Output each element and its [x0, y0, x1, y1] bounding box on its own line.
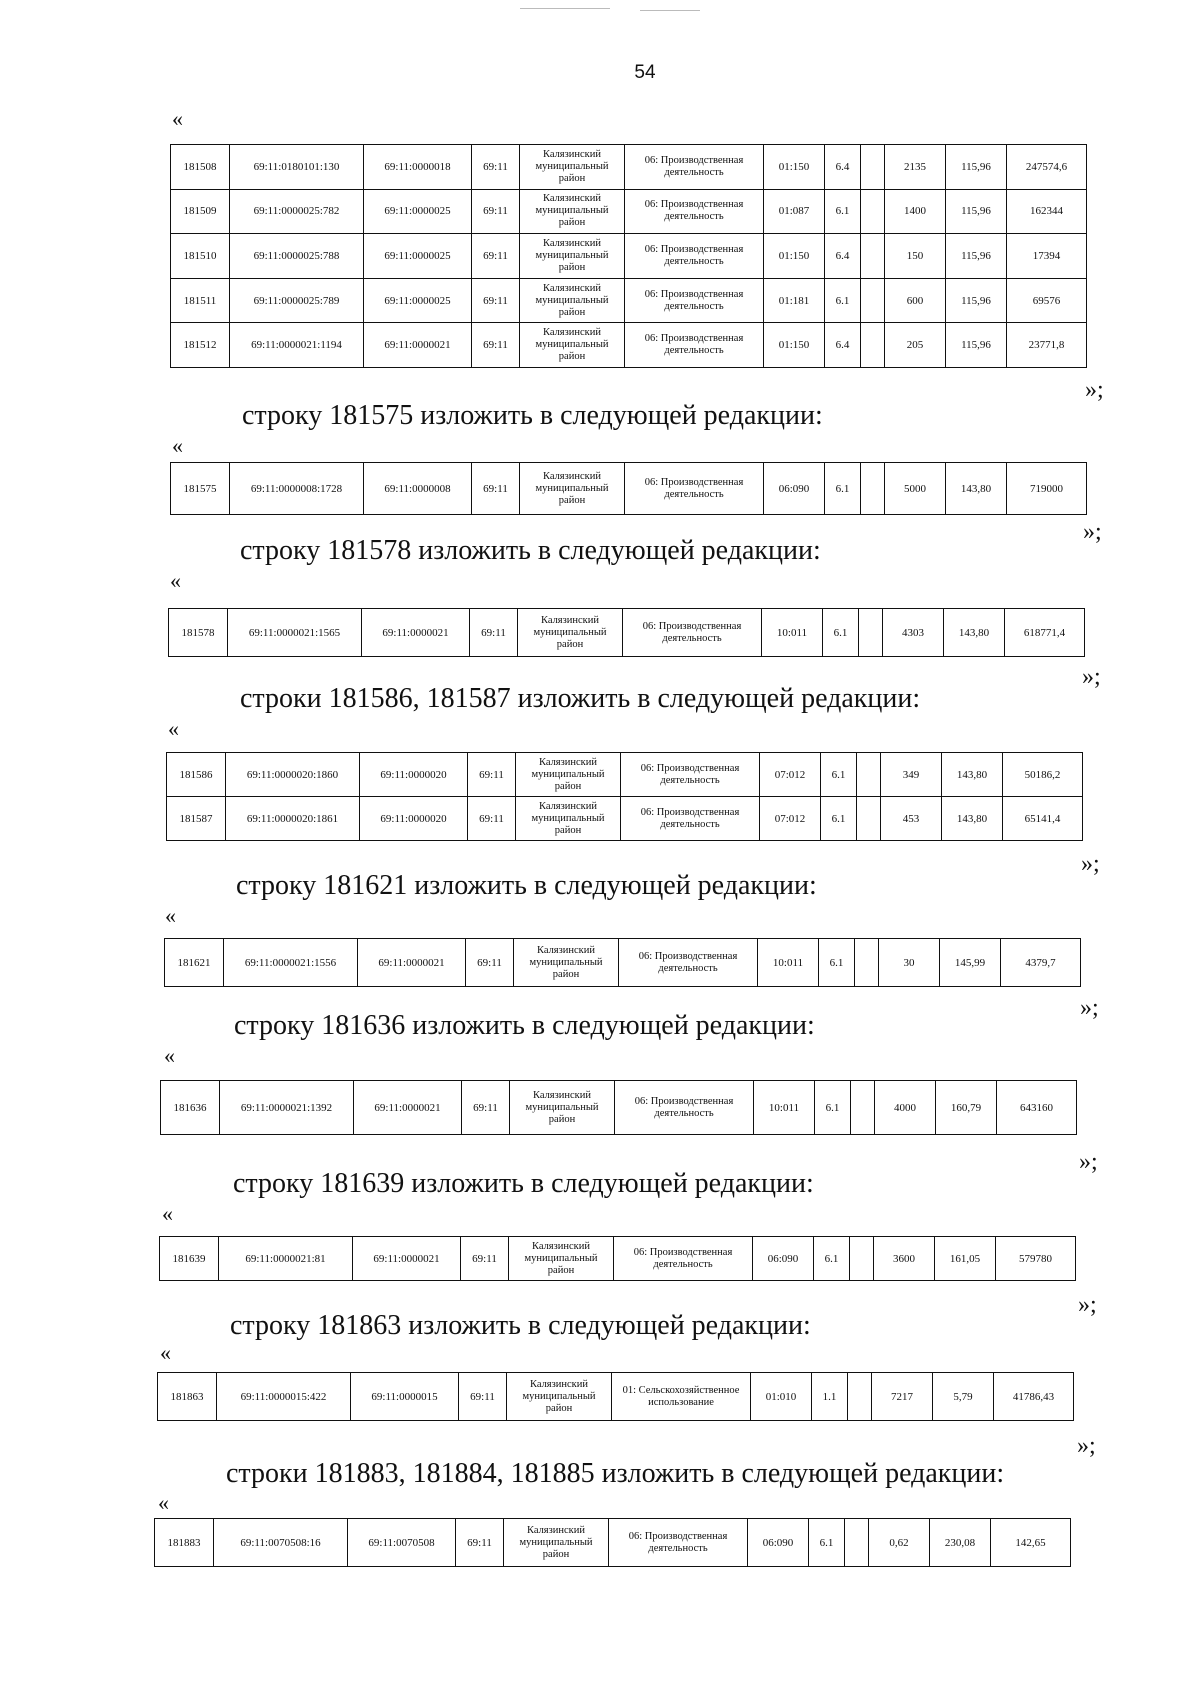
table-cell: 247574,6 — [1007, 145, 1087, 190]
table-cell: 07:012 — [760, 797, 821, 841]
opening-quote: « — [172, 433, 183, 458]
table-cell: 69:11 — [462, 1081, 510, 1135]
table-cell: 69:11:0000025 — [364, 234, 472, 279]
table-cell — [861, 234, 885, 279]
table-cell: 69:11:0000021:1565 — [228, 609, 362, 657]
table-cell — [861, 189, 885, 234]
table-cell: 618771,4 — [1005, 609, 1085, 657]
table-cell: 181511 — [171, 278, 230, 323]
table-row — [165, 939, 1081, 987]
table-cell: 6.4 — [825, 323, 861, 368]
table-row — [171, 323, 1087, 368]
table-cell: Калязинский муниципальный район — [520, 323, 625, 368]
table-row — [171, 189, 1087, 234]
table-cell — [845, 1519, 869, 1567]
table-cell: 6.4 — [825, 234, 861, 279]
table-cell: 115,96 — [946, 278, 1007, 323]
table-cell: 69:11 — [472, 323, 520, 368]
amendment-table — [170, 144, 1087, 368]
table-cell: Калязинский муниципальный район — [509, 1237, 614, 1281]
table-cell: 69:11 — [456, 1519, 504, 1567]
closing-quote: »; — [1080, 995, 1099, 1021]
table-cell: 4303 — [883, 609, 944, 657]
table-cell: 69:11 — [470, 609, 518, 657]
table-cell: 69:11 — [472, 145, 520, 190]
table-row — [171, 234, 1087, 279]
amendment-table — [164, 938, 1081, 987]
table-cell: 6.4 — [825, 145, 861, 190]
table-cell: 69:11:0000015 — [351, 1373, 459, 1421]
table-cell: 06: Производственная деятельность — [619, 939, 758, 987]
table-cell: 06:090 — [753, 1237, 814, 1281]
table-cell: Калязинский муниципальный район — [520, 234, 625, 279]
table-cell: 143,80 — [946, 463, 1007, 515]
table-cell: 69:11:0070508:16 — [214, 1519, 348, 1567]
table-cell — [857, 753, 881, 797]
table-cell: 115,96 — [946, 234, 1007, 279]
table-cell: 06: Производственная деятельность — [625, 278, 764, 323]
table-row — [158, 1373, 1074, 1421]
table-cell: 6.1 — [821, 753, 857, 797]
opening-quote: « — [165, 903, 176, 928]
table-cell: 69:11:0000015:422 — [217, 1373, 351, 1421]
opening-quote: « — [164, 1043, 175, 1068]
table-cell: 150 — [885, 234, 946, 279]
table-cell: 69:11:0000008 — [364, 463, 472, 515]
table-row — [171, 463, 1087, 515]
table-cell — [861, 278, 885, 323]
table-cell: 07:012 — [760, 753, 821, 797]
table-cell: Калязинский муниципальный район — [520, 463, 625, 515]
table-cell: 69:11:0070508 — [348, 1519, 456, 1567]
table-cell: 6.1 — [819, 939, 855, 987]
table-cell: 115,96 — [946, 145, 1007, 190]
table-cell: 01:150 — [764, 234, 825, 279]
table-cell: 69:11 — [472, 234, 520, 279]
table-cell: 230,08 — [930, 1519, 991, 1567]
table-cell: 01: Сельскохозяйственное использование — [612, 1373, 751, 1421]
table-cell: 142,65 — [991, 1519, 1071, 1567]
amendment-table — [170, 462, 1087, 515]
table-cell: 69:11:0000025:788 — [230, 234, 364, 279]
table-cell: 69:11:0000021 — [358, 939, 466, 987]
table-cell: 10:011 — [762, 609, 823, 657]
table-cell: 143,80 — [944, 609, 1005, 657]
table-cell: 69:11:0000008:1728 — [230, 463, 364, 515]
table-cell: 181512 — [171, 323, 230, 368]
table-cell: 06: Производственная деятельность — [625, 323, 764, 368]
table-cell: 161,05 — [935, 1237, 996, 1281]
table-cell: 06:090 — [748, 1519, 809, 1567]
amendment-table — [160, 1080, 1077, 1135]
table-cell: 06: Производственная деятельность — [625, 234, 764, 279]
opening-quote: « — [170, 568, 181, 593]
table-cell: 69:11:0000020 — [360, 797, 468, 841]
table-cell: 6.1 — [815, 1081, 851, 1135]
table-cell: 69:11:0000021:1392 — [220, 1081, 354, 1135]
opening-quote: « — [168, 716, 179, 741]
table-cell: 06: Производственная деятельность — [623, 609, 762, 657]
table-cell: 579780 — [996, 1237, 1076, 1281]
table-cell: 69:11:0000018 — [364, 145, 472, 190]
table-cell: 01:150 — [764, 145, 825, 190]
table-cell: 162344 — [1007, 189, 1087, 234]
table-cell: 181883 — [155, 1519, 214, 1567]
table-cell — [850, 1237, 874, 1281]
opening-quote: « — [160, 1340, 171, 1365]
table-cell: 69:11 — [466, 939, 514, 987]
table-cell: 06: Производственная деятельность — [625, 189, 764, 234]
amendment-table — [159, 1236, 1076, 1281]
table-row — [160, 1237, 1076, 1281]
table-cell — [861, 323, 885, 368]
amendment-table — [157, 1372, 1074, 1421]
table-cell: 69:11:0180101:130 — [230, 145, 364, 190]
table-cell: 01:087 — [764, 189, 825, 234]
table-cell: Калязинский муниципальный район — [510, 1081, 615, 1135]
closing-quote: »; — [1078, 1292, 1097, 1318]
table-cell: 181863 — [158, 1373, 217, 1421]
table-cell: 1.1 — [812, 1373, 848, 1421]
table-cell: Калязинский муниципальный район — [516, 753, 621, 797]
table-cell: 160,79 — [936, 1081, 997, 1135]
table-cell: Калязинский муниципальный район — [516, 797, 621, 841]
table-cell: 115,96 — [946, 189, 1007, 234]
table-cell: Калязинский муниципальный район — [520, 145, 625, 190]
table-cell — [851, 1081, 875, 1135]
closing-quote: »; — [1079, 1149, 1098, 1175]
table-row — [161, 1081, 1077, 1135]
table-cell: 69:11 — [472, 278, 520, 323]
table-cell: 65141,4 — [1003, 797, 1083, 841]
section-heading: строку 181578 изложить в следующей редакции: — [240, 535, 821, 566]
table-cell: 06: Производственная деятельность — [625, 145, 764, 190]
table-cell: 06: Производственная деятельность — [625, 463, 764, 515]
table-cell: 06: Производственная деятельность — [621, 797, 760, 841]
table-cell: 69:11:0000020 — [360, 753, 468, 797]
table-cell: 10:011 — [754, 1081, 815, 1135]
table-row — [171, 278, 1087, 323]
table-cell: 6.1 — [825, 189, 861, 234]
table-cell: 181578 — [169, 609, 228, 657]
table-cell: 6.1 — [825, 278, 861, 323]
table-cell: 06: Производственная деятельность — [609, 1519, 748, 1567]
section-heading: строку 181863 изложить в следующей редакции: — [230, 1310, 811, 1341]
scan-artifact — [520, 8, 610, 9]
table-cell: 143,80 — [942, 797, 1003, 841]
table-row — [155, 1519, 1071, 1567]
table-cell: 115,96 — [946, 323, 1007, 368]
table-cell: 01:181 — [764, 278, 825, 323]
table-cell: 69:11:0000021:1556 — [224, 939, 358, 987]
closing-quote: »; — [1081, 851, 1100, 877]
table-cell: 719000 — [1007, 463, 1087, 515]
table-cell: 30 — [879, 939, 940, 987]
table-cell: 145,99 — [940, 939, 1001, 987]
table-cell: 5,79 — [933, 1373, 994, 1421]
table-cell: Калязинский муниципальный район — [507, 1373, 612, 1421]
table-cell: 69:11:0000021 — [362, 609, 470, 657]
table-cell: 181575 — [171, 463, 230, 515]
section-heading: строку 181639 изложить в следующей редакции: — [233, 1168, 814, 1199]
table-cell: 10:011 — [758, 939, 819, 987]
table-cell — [855, 939, 879, 987]
table-cell: 69:11 — [461, 1237, 509, 1281]
closing-quote: »; — [1082, 664, 1101, 690]
table-cell: 01:150 — [764, 323, 825, 368]
table-cell: 69:11:0000021 — [354, 1081, 462, 1135]
table-cell: 643160 — [997, 1081, 1077, 1135]
table-cell: 181621 — [165, 939, 224, 987]
table-cell: Калязинский муниципальный район — [518, 609, 623, 657]
opening-quote: « — [158, 1490, 169, 1515]
table-cell: 69:11:0000025:782 — [230, 189, 364, 234]
table-cell: 6.1 — [821, 797, 857, 841]
table-cell: 41786,43 — [994, 1373, 1074, 1421]
table-row — [169, 609, 1085, 657]
table-cell: 4000 — [875, 1081, 936, 1135]
table-cell: 181510 — [171, 234, 230, 279]
section-heading: строку 181621 изложить в следующей редакции: — [236, 870, 817, 901]
table-cell: 69:11 — [472, 463, 520, 515]
table-cell: 1400 — [885, 189, 946, 234]
closing-quote: »; — [1077, 1433, 1096, 1459]
table-cell: 6.1 — [825, 463, 861, 515]
table-cell: 181639 — [160, 1237, 219, 1281]
table-cell: 349 — [881, 753, 942, 797]
table-cell: 205 — [885, 323, 946, 368]
table-cell: 181508 — [171, 145, 230, 190]
table-cell: 181586 — [167, 753, 226, 797]
amendment-table — [154, 1518, 1071, 1567]
closing-quote: »; — [1083, 519, 1102, 545]
table-cell: 69576 — [1007, 278, 1087, 323]
opening-quote: « — [172, 106, 183, 131]
table-cell: 181636 — [161, 1081, 220, 1135]
table-cell: 69:11 — [472, 189, 520, 234]
table-cell: 69:11:0000025:789 — [230, 278, 364, 323]
table-cell: 69:11:0000021:81 — [219, 1237, 353, 1281]
table-cell: 50186,2 — [1003, 753, 1083, 797]
table-row — [171, 145, 1087, 190]
table-cell: 181587 — [167, 797, 226, 841]
table-cell: 69:11:0000021:1194 — [230, 323, 364, 368]
table-cell: 01:010 — [751, 1373, 812, 1421]
table-cell — [857, 797, 881, 841]
table-cell: 6.1 — [814, 1237, 850, 1281]
table-cell: 69:11:0000025 — [364, 189, 472, 234]
table-cell: 23771,8 — [1007, 323, 1087, 368]
section-heading: строки 181586, 181587 изложить в следующей редакции: — [240, 683, 921, 714]
amendment-table — [166, 752, 1083, 841]
table-cell: 69:11:0000021 — [364, 323, 472, 368]
table-cell: 5000 — [885, 463, 946, 515]
table-cell: 4379,7 — [1001, 939, 1081, 987]
closing-quote: »; — [1085, 377, 1104, 403]
table-cell: 7217 — [872, 1373, 933, 1421]
table-row — [167, 753, 1083, 797]
table-cell: Калязинский муниципальный район — [504, 1519, 609, 1567]
table-cell: 3600 — [874, 1237, 935, 1281]
table-cell — [861, 145, 885, 190]
table-cell — [861, 463, 885, 515]
table-cell: 17394 — [1007, 234, 1087, 279]
table-cell: 06: Производственная деятельность — [615, 1081, 754, 1135]
table-cell: 06:090 — [764, 463, 825, 515]
table-cell: 69:11:0000020:1861 — [226, 797, 360, 841]
table-cell: 06: Производственная деятельность — [621, 753, 760, 797]
section-heading: строки 181883, 181884, 181885 изложить в следующей редакции: — [226, 1458, 1005, 1489]
table-cell: 181509 — [171, 189, 230, 234]
table-cell: 143,80 — [942, 753, 1003, 797]
table-cell: 69:11:0000025 — [364, 278, 472, 323]
page-number: 54 — [634, 62, 656, 83]
table-cell: 0,62 — [869, 1519, 930, 1567]
section-heading: строку 181636 изложить в следующей редакции: — [234, 1010, 815, 1041]
table-cell: 2135 — [885, 145, 946, 190]
opening-quote: « — [162, 1201, 173, 1226]
table-cell: 69:11 — [468, 753, 516, 797]
table-cell: Калязинский муниципальный район — [520, 189, 625, 234]
table-cell: Калязинский муниципальный район — [514, 939, 619, 987]
table-cell: 453 — [881, 797, 942, 841]
table-cell: 69:11:0000020:1860 — [226, 753, 360, 797]
table-row — [167, 797, 1083, 841]
table-cell — [859, 609, 883, 657]
section-heading: строку 181575 изложить в следующей редакции: — [242, 400, 823, 431]
table-cell: 600 — [885, 278, 946, 323]
table-cell: 69:11 — [459, 1373, 507, 1421]
table-cell: 69:11 — [468, 797, 516, 841]
table-cell — [848, 1373, 872, 1421]
amendment-table — [168, 608, 1085, 657]
scan-artifact — [640, 10, 700, 11]
table-cell: 6.1 — [823, 609, 859, 657]
table-cell: Калязинский муниципальный район — [520, 278, 625, 323]
table-cell: 6.1 — [809, 1519, 845, 1567]
table-cell: 06: Производственная деятельность — [614, 1237, 753, 1281]
table-cell: 69:11:0000021 — [353, 1237, 461, 1281]
